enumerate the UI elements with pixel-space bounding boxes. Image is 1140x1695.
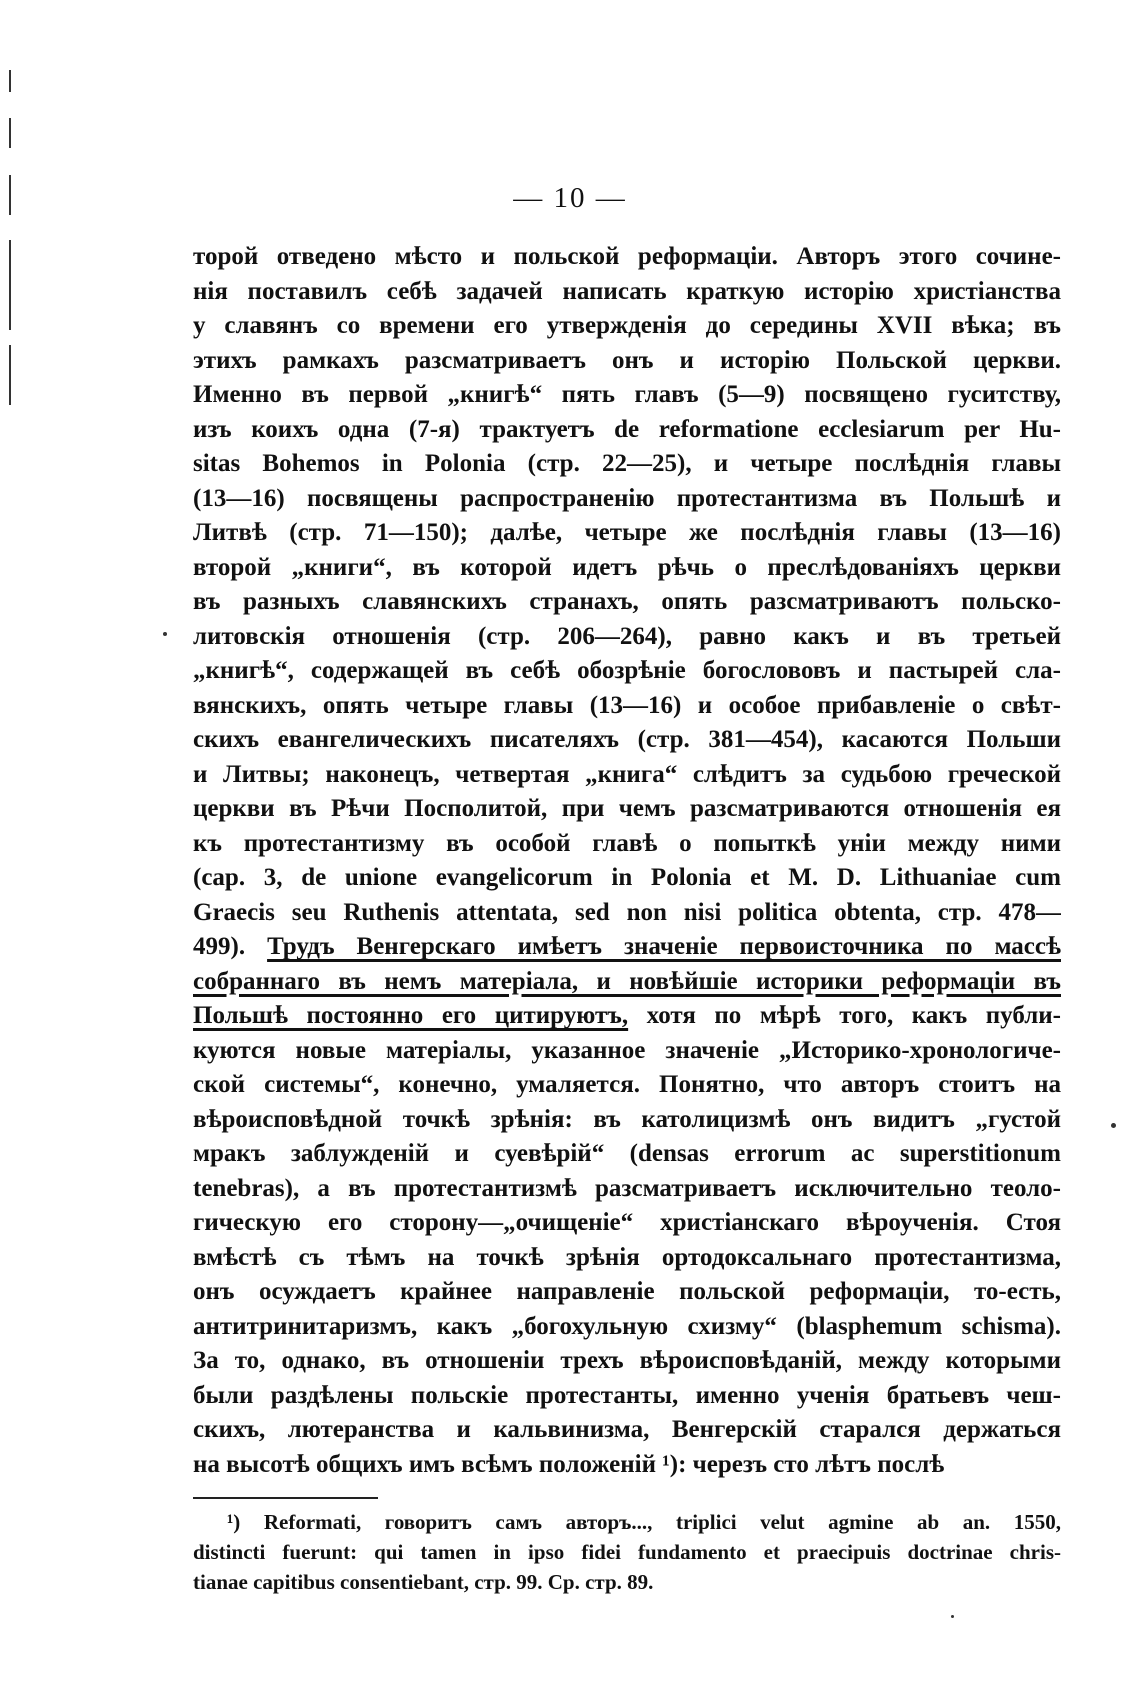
text-line: вѣроисповѣдной точкѣ зрѣнія: въ католицизмѣ онъ видитъ „густой xyxy=(193,1105,1061,1133)
text-line: Литвѣ (стр. 71—150); далѣе, четыре же послѣднія главы (13—16) xyxy=(193,519,1061,546)
text-line xyxy=(193,965,1061,1000)
scan-mark xyxy=(9,118,11,148)
footnote-separator xyxy=(193,1497,378,1499)
text-line: у славянъ со времени его утвержденія до середины XVII вѣка; въ xyxy=(193,312,1061,339)
footnote-line: ¹) Reformati, говоритъ самъ авторъ..., triplici velut agmine ab an. 1550, xyxy=(227,1510,1061,1534)
text-segment: хотя по мѣрѣ того, какъ публи- xyxy=(628,1002,1061,1029)
text-line: торой отведено мѣсто и польской реформаціи. Авторъ этого сочине- xyxy=(193,243,1061,270)
underlined-passage: собраннаго въ немъ матеріала, и новѣйшіе историки реформаціи въ xyxy=(193,967,1061,995)
text-line: второй „книги“, въ которой идетъ рѣчь о преслѣдованіяхъ церкви xyxy=(193,553,1061,581)
text-line: Именно въ первой „книгѣ“ пять главъ (5—9) посвящено гуситству, xyxy=(193,381,1061,408)
text-line xyxy=(193,999,1061,1034)
text-line: литовскія отношенія (стр. 206—264), равно какъ и въ третьей xyxy=(193,622,1061,650)
text-line: скихъ евангелическихъ писателяхъ (стр. 381—454), касаются Польши xyxy=(193,726,1061,753)
scan-mark xyxy=(9,70,11,92)
text-line: онъ осуждаетъ крайнее направленіе польской реформаціи, то-есть, xyxy=(193,1278,1061,1305)
text-line: куются новые матеріалы, указанное значеніе „Историко-хронологиче- xyxy=(193,1036,1061,1064)
text-line: tenebras), а въ протестантизмѣ разсматриваетъ исключительно теоло- xyxy=(193,1174,1061,1202)
scan-mark xyxy=(9,175,11,215)
scan-mark xyxy=(951,1615,954,1618)
text-line: этихъ рамкахъ разсматриваетъ онъ и исторію Польской церкви. xyxy=(193,346,1061,374)
page-number: — 10 — xyxy=(513,182,627,214)
text-line: (cap. 3, de unione evangelicorum in Polonia et M. D. Lithuaniae cum xyxy=(193,864,1061,891)
text-line: вянскихъ, опять четыре главы (13—16) и особое прибавленіе о свѣт- xyxy=(193,691,1061,719)
text-line xyxy=(193,930,1061,965)
text-line: церкви въ Рѣчи Посполитой, при чемъ разсматриваются отношенія ея xyxy=(193,795,1061,822)
text-line: ской системы“, конечно, умаляется. Понятно, что авторъ стоитъ на xyxy=(193,1071,1061,1098)
text-line: были раздѣлены польскіе протестанты, именно ученія братьевъ чеш- xyxy=(193,1381,1061,1409)
text-line: (13—16) посвящены распространенію протестантизма въ Польшѣ и xyxy=(193,484,1061,512)
text-line: къ протестантизму въ особой главѣ о попыткѣ уніи между ними xyxy=(193,829,1061,857)
text-segment: 499). xyxy=(193,933,268,960)
text-line: гическую его сторону—„очищеніе“ христіанскаго вѣроученія. Стоя xyxy=(193,1209,1061,1236)
scan-mark xyxy=(1111,1123,1116,1128)
text-line: на высотѣ общихъ имъ всѣмъ положеній ¹): черезъ сто лѣтъ послѣ xyxy=(193,1450,945,1478)
underlined-passage: Польшѣ постоянно его цитируютъ, xyxy=(193,1002,629,1029)
main-text xyxy=(193,240,1061,1482)
text-line: антитринитаризмъ, какъ „богохульную схизму“ (blasphemum schisma). xyxy=(193,1312,1061,1340)
text-line: нія поставилъ себѣ задачей написать краткую исторію христіанства xyxy=(193,277,1061,305)
text-line: вмѣстѣ съ тѣмъ на точкѣ зрѣнія ортодоксальнаго протестантизма, xyxy=(193,1243,1061,1271)
text-line: За то, однако, въ отношеніи трехъ вѣроисповѣданій, между которыми xyxy=(193,1347,1061,1374)
text-line: Graecis seu Ruthenis attentata, sed non nisi politica obtenta, стр. 478— xyxy=(193,898,1061,926)
footnote-line: tianae capitibus consentiebant, стр. 99. Ср. стр. 89. xyxy=(193,1570,654,1594)
text-line: мракъ заблужденій и суевѣрій“ (densas errorum ac superstitionum xyxy=(193,1140,1061,1167)
scan-mark xyxy=(9,240,11,330)
scan-mark xyxy=(9,345,11,405)
footnote xyxy=(193,1507,1061,1597)
text-line: въ разныхъ славянскихъ странахъ, опять разсматриваютъ польско- xyxy=(193,588,1061,615)
underlined-passage: Трудъ Венгерскаго имѣетъ значеніе первоисточника по массѣ xyxy=(267,933,1061,960)
scan-mark xyxy=(163,632,167,636)
text-line: скихъ, лютеранства и кальвинизма, Венгерскій старался держаться xyxy=(193,1416,1061,1443)
text-line: „книгѣ“, содержащей въ себѣ обозрѣніе богослововъ и пастырей сла- xyxy=(193,657,1061,684)
text-line: изъ коихъ одна (7-я) трактуетъ de reformatione ecclesiarum per Hu- xyxy=(193,415,1061,443)
text-line: и Литвы; наконецъ, четвертая „книга“ слѣдитъ за судьбою греческой xyxy=(193,760,1061,788)
text-line: sitas Bohemos in Polonia (стр. 22—25), и четыре послѣднія главы xyxy=(193,450,1061,477)
footnote-line: distincti fuerunt: qui tamen in ipso fidei fundamento et praecipuis doctrinae chris- xyxy=(193,1540,1061,1564)
